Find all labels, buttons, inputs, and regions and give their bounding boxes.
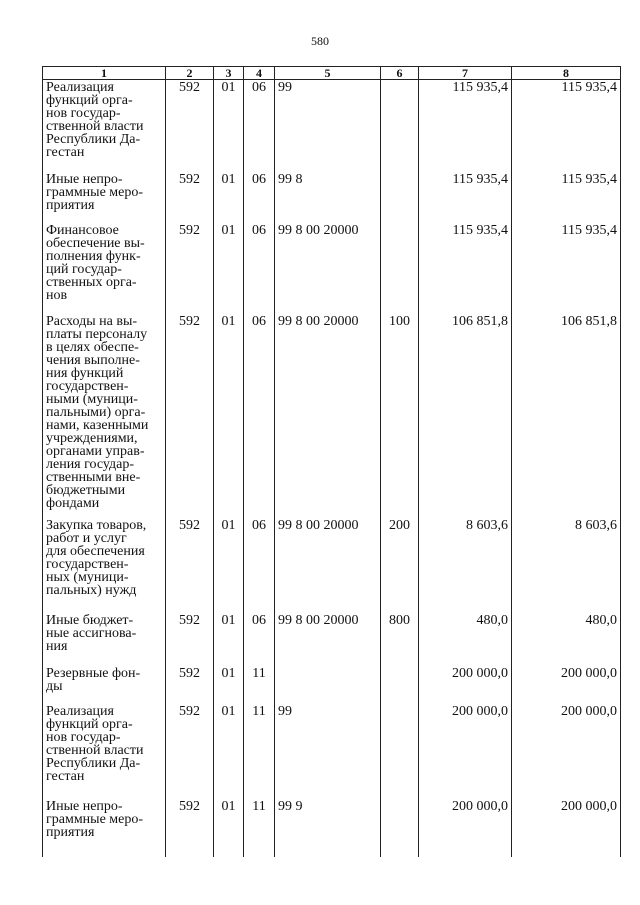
cell-c2: 592 [166, 613, 214, 666]
cell-c7: 200 000,0 [419, 666, 512, 704]
row-name-line: ций государ- [46, 261, 122, 277]
header-col-5: 5 [275, 67, 381, 80]
row-name-line: граммные меро- [46, 184, 144, 200]
row-name-line: функций орга- [46, 716, 133, 732]
cell-c7: 115 935,4 [419, 80, 512, 172]
cell-c6 [381, 80, 419, 172]
row-name-line: Закупка товаров, [46, 517, 147, 533]
table-row [43, 172, 621, 223]
row-name [43, 172, 166, 223]
row-name-line: Республики Да- [46, 132, 141, 147]
cell-c8: 200 000,0 [512, 704, 621, 799]
row-name-line: ния функций [46, 365, 124, 381]
row-name-line: ственной власти [46, 742, 144, 758]
row-name-line: обеспечение вы- [46, 235, 145, 251]
cell-c3: 01 [214, 518, 244, 613]
row-name [43, 314, 166, 518]
cell-c3: 01 [214, 799, 244, 857]
row-name-line: нов государ- [46, 106, 121, 121]
header-col-3: 3 [214, 67, 244, 80]
row-name-line: ными (муници- [46, 391, 138, 407]
row-name-line: платы персоналу [46, 326, 148, 342]
cell-c8: 115 935,4 [512, 80, 621, 172]
row-name-line: бюджетными [46, 482, 126, 498]
row-name-line: государствен- [46, 556, 129, 572]
cell-c5: 99 8 00 20000 [275, 223, 381, 314]
cell-c7: 200 000,0 [419, 799, 512, 857]
header-col-1: 1 [43, 67, 166, 80]
row-name-line: ных (муници- [46, 569, 129, 585]
cell-c5: 99 9 [275, 799, 381, 857]
row-name-line: пальных) нужд [46, 582, 137, 598]
cell-c7: 115 935,4 [419, 172, 512, 223]
budget-table [42, 66, 621, 857]
page-number: 580 [311, 34, 329, 48]
cell-c3: 01 [214, 613, 244, 666]
row-name-line: чения выполне- [46, 352, 140, 368]
row-name [43, 223, 166, 314]
row-name-line: функций орга- [46, 93, 133, 108]
cell-c5: 99 8 00 20000 [275, 314, 381, 518]
cell-c4: 06 [244, 223, 275, 314]
row-name-line: органами управ- [46, 443, 145, 459]
header-col-6: 6 [381, 67, 419, 80]
cell-c5: 99 8 00 20000 [275, 518, 381, 613]
table-body [43, 80, 621, 857]
table-row [43, 80, 621, 172]
row-name-line: Республики Да- [46, 755, 141, 771]
cell-c4: 06 [244, 314, 275, 518]
cell-c6 [381, 704, 419, 799]
cell-c4: 11 [244, 799, 275, 857]
cell-c5: 99 [275, 704, 381, 799]
cell-c6 [381, 172, 419, 223]
table-row [43, 518, 621, 613]
header-col-2: 2 [166, 67, 214, 80]
row-name-line: фондами [46, 495, 100, 511]
row-name-line: Финансовое [46, 222, 119, 238]
row-name-line: Резервные фон- [46, 665, 141, 681]
row-name-line: нами, казенными [46, 417, 149, 433]
cell-c4: 11 [244, 704, 275, 799]
cell-c7: 115 935,4 [419, 223, 512, 314]
row-name-line: ния [46, 638, 68, 654]
cell-c2: 592 [166, 80, 214, 172]
cell-c3: 01 [214, 314, 244, 518]
cell-c2: 592 [166, 799, 214, 857]
row-name-line: нов [46, 287, 68, 303]
cell-c4: 06 [244, 172, 275, 223]
cell-c4: 06 [244, 613, 275, 666]
row-name-line: в целях обеспе- [46, 339, 139, 355]
cell-c4: 06 [244, 518, 275, 613]
cell-c7: 106 851,8 [419, 314, 512, 518]
row-name-line: Реализация [46, 703, 114, 719]
row-name-line: для обеспечения [46, 543, 145, 559]
cell-c3: 01 [214, 704, 244, 799]
row-name [43, 704, 166, 799]
cell-c8: 480,0 [512, 613, 621, 666]
cell-c4: 11 [244, 666, 275, 704]
cell-c7: 200 000,0 [419, 704, 512, 799]
row-name-line: Иные непро- [46, 798, 123, 814]
cell-c2: 592 [166, 704, 214, 799]
cell-c2: 592 [166, 314, 214, 518]
cell-c3: 01 [214, 223, 244, 314]
row-name-line: ления государ- [46, 456, 135, 472]
row-name-line: ственной власти [46, 119, 144, 134]
row-name-line: ственных орга- [46, 274, 137, 290]
row-name-line: ные ассигнова- [46, 625, 137, 641]
cell-c2: 592 [166, 172, 214, 223]
cell-c6 [381, 799, 419, 857]
row-name-line: приятия [46, 824, 95, 840]
cell-c8: 106 851,8 [512, 314, 621, 518]
cell-c3: 01 [214, 80, 244, 172]
cell-c5: 99 8 [275, 172, 381, 223]
cell-c2: 592 [166, 666, 214, 704]
cell-c5: 99 [275, 80, 381, 172]
cell-c8: 115 935,4 [512, 172, 621, 223]
table-row [43, 314, 621, 518]
row-name-line: учреждениями, [46, 430, 138, 446]
cell-c6 [381, 666, 419, 704]
row-name-line: полнения функ- [46, 248, 141, 264]
cell-c6 [381, 223, 419, 314]
cell-c6: 100 [381, 314, 419, 518]
cell-c8: 8 603,6 [512, 518, 621, 613]
cell-c7: 480,0 [419, 613, 512, 666]
row-name-line: Реализация [46, 80, 114, 95]
table-row [43, 799, 621, 857]
cell-c5 [275, 666, 381, 704]
row-name-line: работ и услуг [46, 530, 127, 546]
cell-c3: 01 [214, 172, 244, 223]
table-row [43, 704, 621, 799]
header-row [43, 67, 621, 80]
table-header [43, 67, 621, 80]
cell-c5: 99 8 00 20000 [275, 613, 381, 666]
row-name-line: нов государ- [46, 729, 121, 745]
row-name [43, 666, 166, 704]
row-name [43, 613, 166, 666]
row-name-line: пальными) орга- [46, 404, 146, 420]
row-name-line: государствен- [46, 378, 129, 394]
row-name-line: Расходы на вы- [46, 313, 138, 329]
cell-c8: 115 935,4 [512, 223, 621, 314]
row-name [43, 518, 166, 613]
row-name-line: граммные меро- [46, 811, 144, 827]
table-row [43, 613, 621, 666]
table-row [43, 666, 621, 704]
row-name-line: приятия [46, 197, 95, 213]
header-col-8: 8 [512, 67, 621, 80]
cell-c8: 200 000,0 [512, 666, 621, 704]
row-name-line: Иные непро- [46, 171, 123, 187]
cell-c6: 800 [381, 613, 419, 666]
cell-c2: 592 [166, 518, 214, 613]
table-row [43, 223, 621, 314]
cell-c2: 592 [166, 223, 214, 314]
row-name-line: ды [46, 678, 63, 694]
row-name-line: ственными вне- [46, 469, 141, 485]
row-name-line: гестан [46, 768, 85, 784]
cell-c7: 8 603,6 [419, 518, 512, 613]
cell-c3: 01 [214, 666, 244, 704]
header-col-7: 7 [419, 67, 512, 80]
cell-c8: 200 000,0 [512, 799, 621, 857]
row-name [43, 799, 166, 857]
header-col-4: 4 [244, 67, 275, 80]
row-name-line: гестан [46, 145, 85, 160]
cell-c6: 200 [381, 518, 419, 613]
cell-c4: 06 [244, 80, 275, 172]
row-name [43, 80, 166, 172]
row-name-line: Иные бюджет- [46, 612, 134, 628]
